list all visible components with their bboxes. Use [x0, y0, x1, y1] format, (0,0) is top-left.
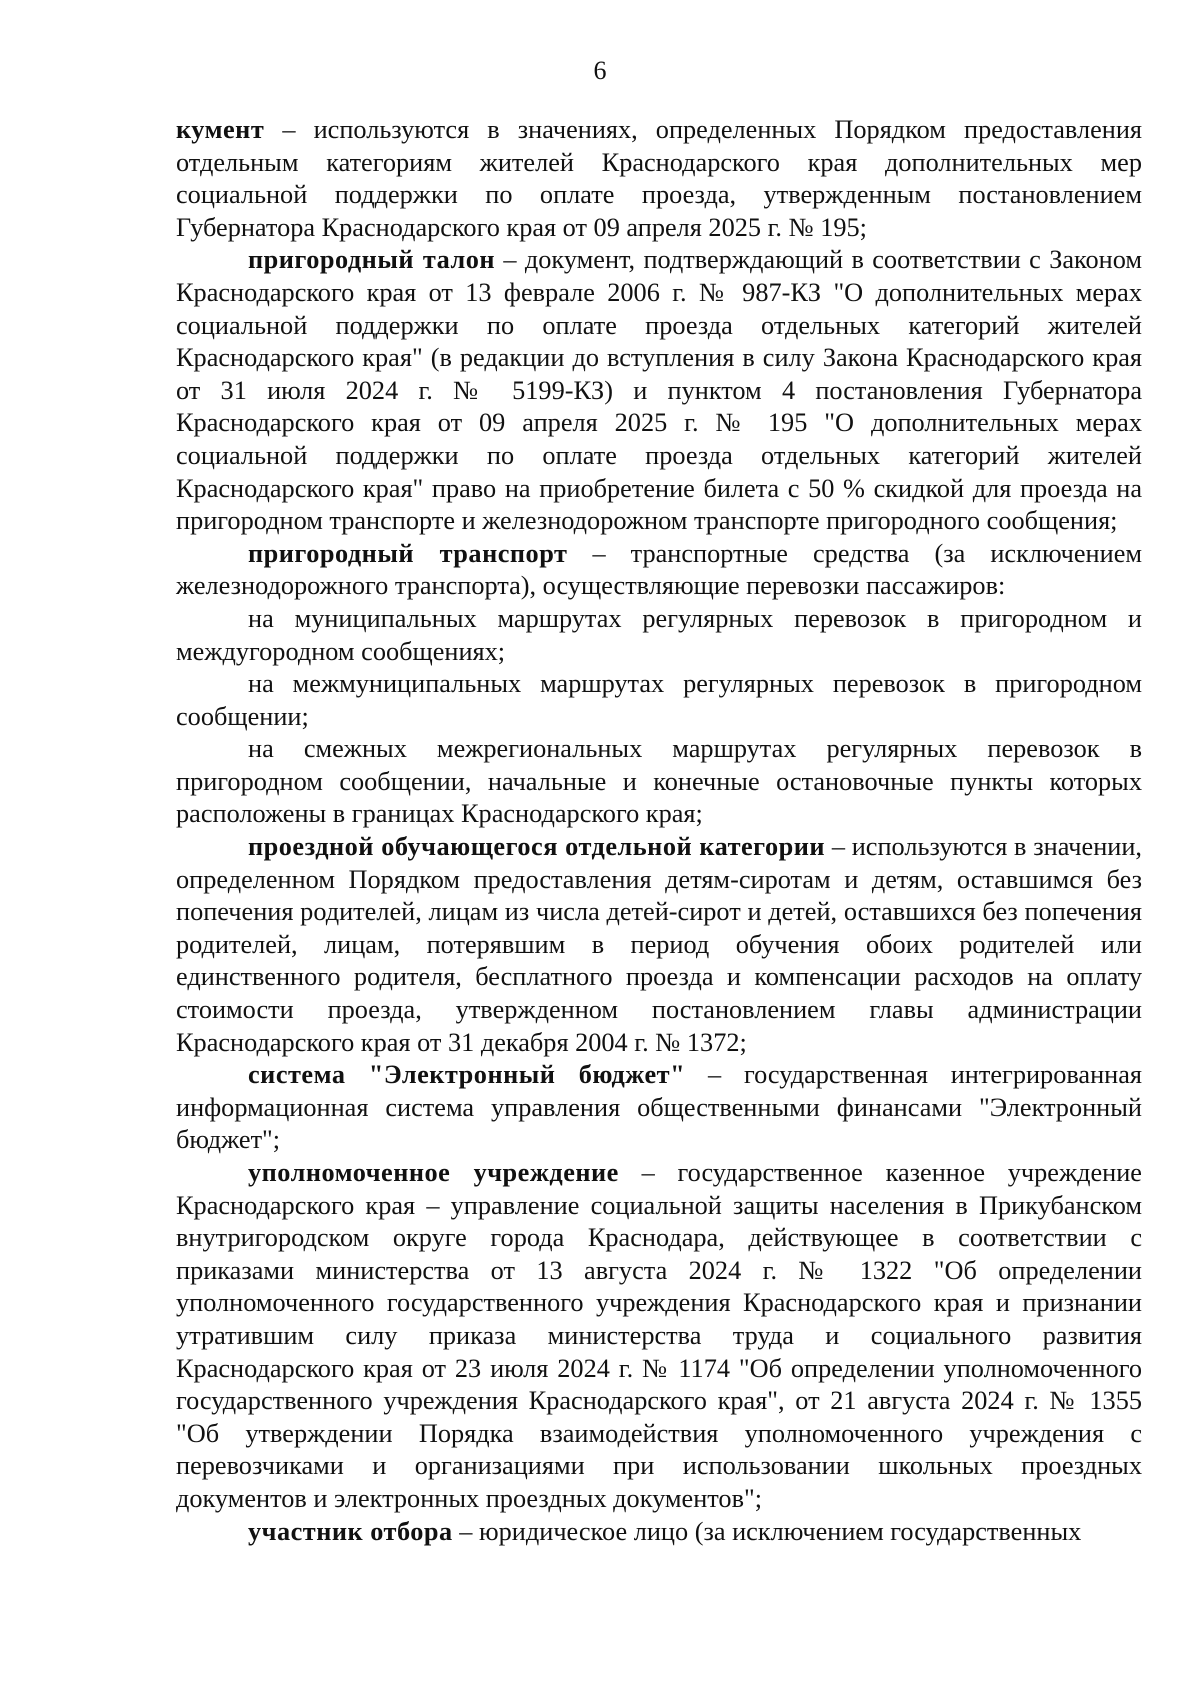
paragraph-electronic-budget: [176, 1059, 1142, 1157]
paragraph-interregional-routes: [176, 733, 1142, 831]
term: пригородный транспорт: [248, 538, 568, 568]
paragraph-intermunicipal-routes: [176, 668, 1142, 733]
page-number: 6: [593, 56, 607, 85]
definition-text: – государственное казенное учреждение Краснодарского края – управление социальной защиты населения в Прикубанском внутригородском округе города Краснодара, действующее в соответствии с приказами министерства от 13 августа 2024 г. № 1322 "Об определении уполномоченного государственного учреждения Краснодарского края и признании утратившим силу приказа министерства труда и социального развития Краснодарского края от 23 июля 2024 г. № 1174 "Об определении уполномоченного государственного учреждения Краснодарского края", от 21 августа 2024 г. № 1355 "Об утверждении Порядка взаимодействия уполномоченного учреждения с перевозчиками и организациями при использовании школьных проездных документов и электронных проездных документов";: [176, 1158, 1142, 1513]
definition-text: – используются в значениях, определенных Порядком предоставления отдельным категориям жителей Краснодарского края дополнительных мер социальной поддержки по оплате проезда, утвержденным постановлением Губернатора Краснодарского края от 09 апреля 2025 г. № 195;: [176, 115, 1142, 242]
definition-text: на смежных межрегиональных маршрутах регулярных перевозок в пригородном сообщении, начальные и конечные остановочные пункты которых расположены в границах Краснодарского края;: [176, 734, 1142, 829]
term: проездной обучающегося отдельной категории: [248, 832, 826, 862]
paragraph-selection-participant: [176, 1516, 1142, 1549]
definition-text: на муниципальных маршрутах регулярных перевозок в пригородном и междугородном сообщениях;: [176, 603, 1142, 666]
definition-text: – государственная интегрированная информационная система управления общественными финансами "Электронный бюджет";: [176, 1060, 1142, 1155]
paragraph-dokument-continuation: [176, 114, 1142, 244]
definition-text: – документ, подтверждающий в соответствии с Законом Краснодарского края от 13 феврале 2006 г. № 987-КЗ "О дополнительных мерах социальной поддержки по оплате проезда отдельных категорий жителей Краснодарского края" (в редакции до вступления в силу Закона Краснодарского края от 31 июля 2024 г. № 5199-КЗ) и пунктом 4 постановления Губернатора Краснодарского края от 09 апреля 2025 г. № 195 "О дополнительных мерах социальной поддержки по оплате проезда отдельных категорий жителей Краснодарского края" право на приобретение билета с 50 % скидкой для проезда на пригородном транспорте и железнодорожном транспорте пригородного сообщения;: [176, 245, 1143, 536]
paragraph-suburban-ticket: [176, 244, 1142, 537]
term: пригородный талон: [248, 245, 496, 275]
paragraph-municipal-routes: [176, 603, 1142, 668]
paragraph-suburban-transport: [176, 538, 1142, 603]
definition-text: – используются в значении, определенном Порядком предоставления детям-сиротам и детям, оставшимся без попечения родителей, лицам из числа детей-сирот и детей, оставшихся без попечения родителей, лицам, потерявшим в период обучения обоих родителей или единственного родителя, бесплатного проезда и компенсации расходов на оплату стоимости проезда, утвержденном постановлением главы администрации Краснодарского края от 31 декабря 2004 г. № 1372;: [176, 832, 1142, 1057]
term: кумент: [176, 115, 265, 144]
term: участник отбора: [248, 1516, 453, 1546]
paragraph-authorized-institution: [176, 1157, 1142, 1516]
definition-text: на межмуниципальных маршрутах регулярных перевозок в пригородном сообщении;: [176, 669, 1142, 731]
definition-text: – транспортные средства (за исключением железнодорожного транспорта), осуществляющие перевозки пассажиров:: [176, 538, 1143, 601]
paragraph-student-pass: [176, 831, 1142, 1059]
term: система "Электронный бюджет": [248, 1060, 686, 1090]
document-body: [176, 114, 1142, 1548]
definition-text: – юридическое лицо (за исключением государственных: [452, 1516, 1082, 1546]
term: уполномоченное учреждение: [248, 1158, 619, 1187]
